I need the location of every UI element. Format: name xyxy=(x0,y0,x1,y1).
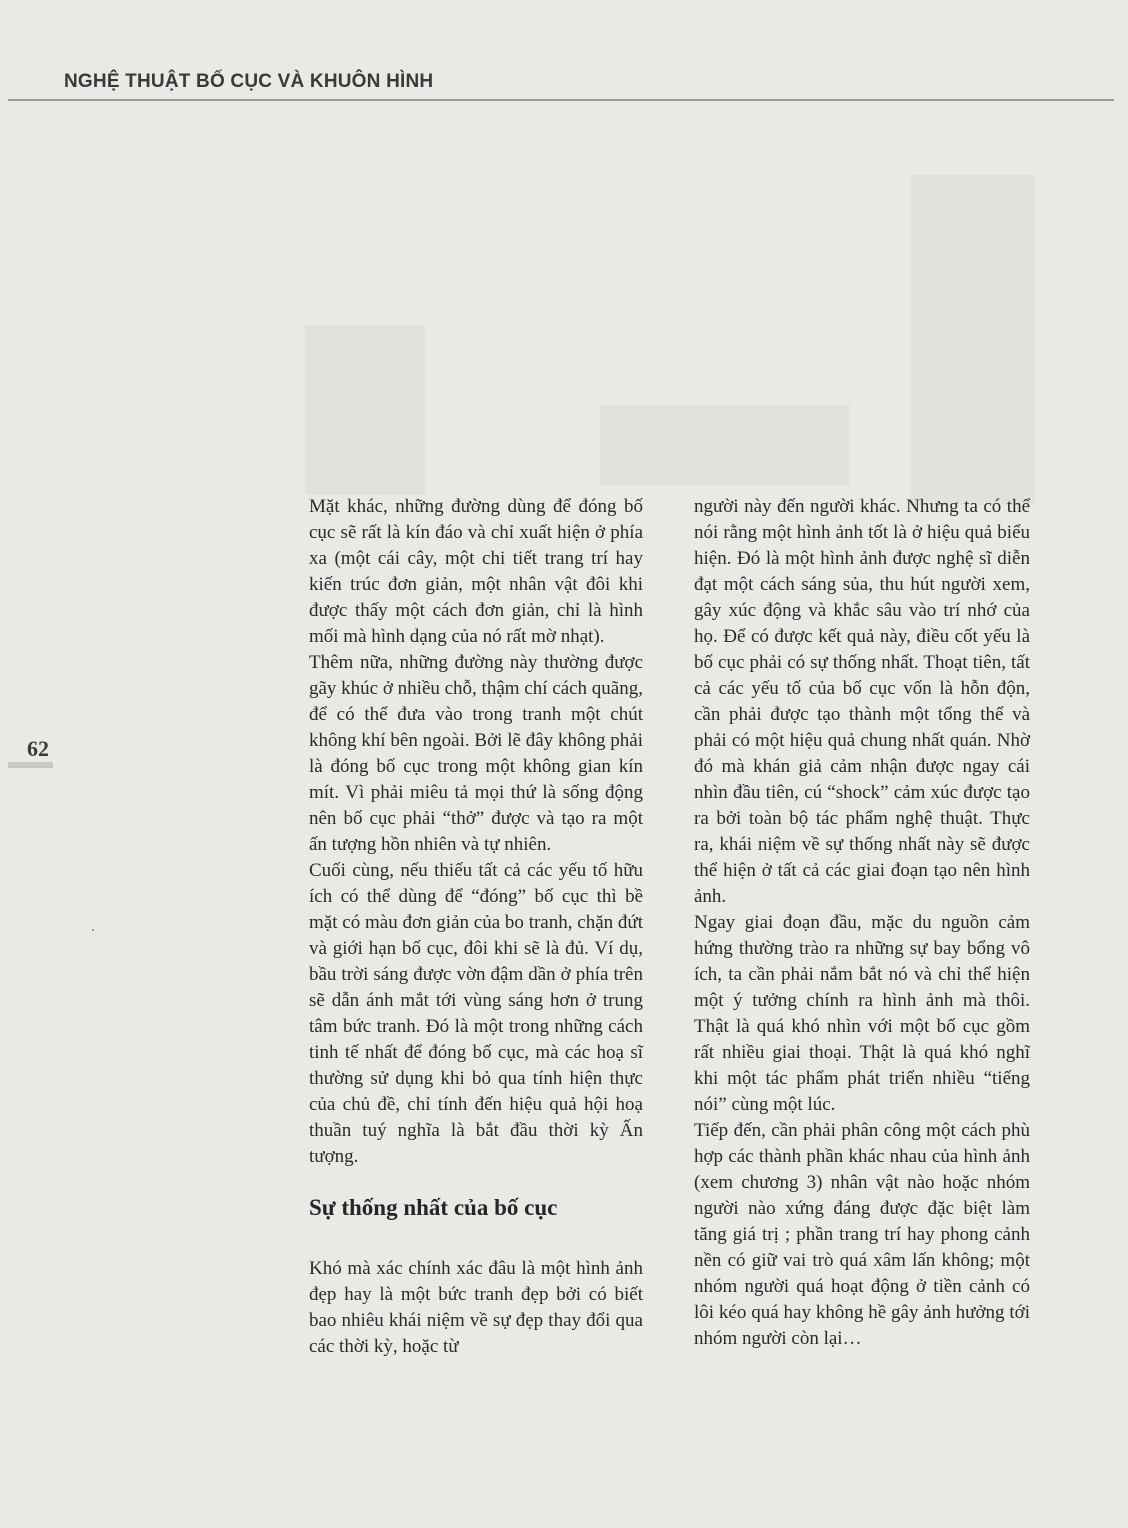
page-number-bar xyxy=(8,762,53,768)
show-through-block xyxy=(305,325,425,495)
header-rule xyxy=(8,99,1114,101)
paragraph: Ngay giai đoạn đầu, mặc du nguồn cảm hứng thường trào ra những sự bay bổng vô ích, ta cần phải nắm bắt nó và chỉ thể hiện một ý tưởng chính ra hình ảnh mà thôi. Thật là quá khó nhìn với một bố cục gồm rất nhiều giai thoại. Thật là quá khó nghĩ khi một tác phẩm phát triển nhiều “tiếng nói” cùng một lúc. xyxy=(694,912,1030,1115)
show-through-block xyxy=(600,405,850,485)
running-header: NGHỆ THUẬT BỐ CỤC VÀ KHUÔN HÌNH xyxy=(64,71,434,92)
paragraph: Thêm nữa, những đường này thường được gãy khúc ở nhiều chỗ, thậm chí cách quãng, để có thể đưa vào trong tranh một chút không khí bên ngoài. Bởi lẽ đây không phải là đóng bố cục trong một không gian kín mít. Vì phải miêu tả mọi thứ là sống động nên bố cục phải “thở” được và tạo ra một ấn tượng hồn nhiên và tự nhiên. xyxy=(309,652,643,855)
show-through-block xyxy=(910,175,1035,505)
page-number: 62 xyxy=(27,736,49,761)
paragraph: Tiếp đến, cần phải phân công một cách phù hợp các thành phần khác nhau của hình ảnh (xem chương 3) nhân vật nào hoặc nhóm người nào xứng đáng được đặc biệt làm tăng giá trị ; phần trang trí hay phong cảnh nền có giữ vai trò quá xâm lấn không; một nhóm người quá hoạt động ở tiền cảnh có lôi kéo quá hay không hề gây ảnh hưởng tới nhóm người còn lại… xyxy=(694,1120,1030,1349)
margin-speck xyxy=(92,929,94,931)
right-column xyxy=(694,494,1030,1352)
paragraph: Mặt khác, những đường dùng để đóng bố cục sẽ rất là kín đáo và chỉ xuất hiện ở phía xa (một cái cây, một chi tiết trang trí hay kiến trúc đơn giản, một nhân vật đôi khi được thấy một cách đơn giản, chỉ là hình mối mà hình dạng của nó rất mờ nhạt). xyxy=(309,496,643,647)
section-heading: Sự thống nhất của bố cục xyxy=(309,1195,558,1220)
paragraph: Cuối cùng, nếu thiếu tất cả các yếu tố hữu ích có thể dùng để “đóng” bố cục thì bề mặt có màu đơn giản của bo tranh, chặn đứt và giới hạn bố cục, đôi khi sẽ là đủ. Ví dụ, bầu trời sáng được vờn đậm dần ở phía trên sẽ dẫn ánh mắt tới vùng sáng hơn ở trung tâm bức tranh. Đó là một trong những cách tinh tế nhất để đóng bố cục, mà các hoạ sĩ thường sử dụng khi bỏ qua tính hiện thực của chủ đề, chỉ tính đến hiệu quả hội hoạ thuần tuý nghĩa là bắt đầu thời kỳ Ấn tượng. xyxy=(309,860,643,1167)
left-column xyxy=(309,494,643,1360)
paragraph: Khó mà xác chính xác đâu là một hình ảnh đẹp hay là một bức tranh đẹp bởi có biết bao nhiêu khái niệm về sự đẹp thay đổi qua các thời kỳ, hoặc từ xyxy=(309,1258,643,1357)
paragraph: người này đến người khác. Nhưng ta có thể nói rằng một hình ảnh tốt là ở hiệu quả biểu hiện. Đó là một hình ảnh được nghệ sĩ diễn đạt một cách sáng sủa, thu hút người xem, gây xúc động và khắc sâu vào trí nhớ của họ. Để có được kết quả này, điều cốt yếu là bố cục phải có sự thống nhất. Thoạt tiên, tất cả các yếu tố của bố cục vốn là hỗn độn, cần phải được tạo thành một tổng thể và phải có một hiệu quả chung nhất quán. Nhờ đó mà khán giả cảm nhận được ngay cái nhìn đầu tiên, cú “shock” cảm xúc được tạo ra bởi toàn bộ tác phẩm nghệ thuật. Thực ra, khái niệm về sự thống nhất này sẽ được thể hiện ở tất cả các giai đoạn tạo nên hình ảnh. xyxy=(694,496,1030,907)
